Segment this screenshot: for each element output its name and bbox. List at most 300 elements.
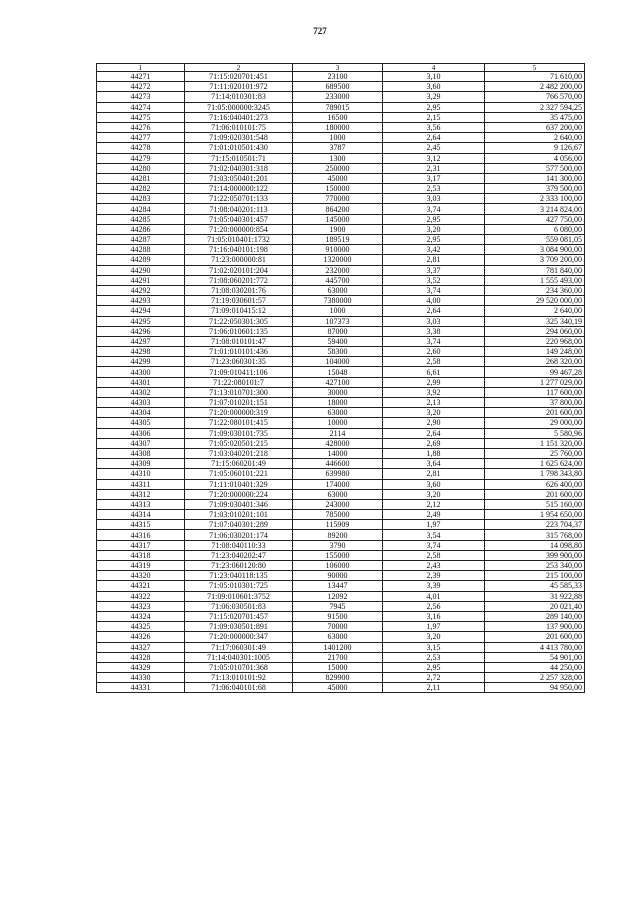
- row-number-cell: 44289: [97, 255, 185, 265]
- cadastral-number-cell: 71:20:000000:854: [185, 224, 293, 234]
- cadastral-number-cell: 71:20:000000:224: [185, 489, 293, 499]
- table-row: [97, 520, 585, 530]
- cadastral-number-cell: 71:07:040301:289: [185, 520, 293, 530]
- amount-cell: 215 100,00: [485, 571, 585, 581]
- cadastral-number-cell: 71:03:010201:101: [185, 510, 293, 520]
- rate-cell: 2,69: [383, 438, 485, 448]
- row-number-cell: 44288: [97, 245, 185, 255]
- cadastral-number-cell: 71:09:010411:106: [185, 367, 293, 377]
- table-row: [97, 611, 585, 621]
- cadastral-number-cell: 71:08:010101:47: [185, 336, 293, 346]
- rate-cell: 2,81: [383, 255, 485, 265]
- row-number-cell: 44317: [97, 540, 185, 550]
- amount-cell: 20 021,40: [485, 601, 585, 611]
- table-header: [97, 64, 585, 72]
- table-row: [97, 173, 585, 183]
- column-header-4: 4: [383, 64, 485, 72]
- amount-cell: 94 950,00: [485, 683, 585, 693]
- amount-cell: 71 610,00: [485, 72, 585, 82]
- cadastral-number-cell: 71:05:000000:3245: [185, 102, 293, 112]
- rate-cell: 3,20: [383, 224, 485, 234]
- table-row: [97, 652, 585, 662]
- row-number-cell: 44316: [97, 530, 185, 540]
- table-row: [97, 510, 585, 520]
- row-number-cell: 44326: [97, 632, 185, 642]
- area-cell: 829900: [293, 673, 383, 683]
- rate-cell: 2,95: [383, 102, 485, 112]
- cadastral-number-cell: 71:22:050301:305: [185, 316, 293, 326]
- area-cell: 180000: [293, 122, 383, 132]
- rate-cell: 1,97: [383, 622, 485, 632]
- amount-cell: 44 250,00: [485, 662, 585, 672]
- row-number-cell: 44312: [97, 489, 185, 499]
- rate-cell: 3,74: [383, 204, 485, 214]
- area-cell: 910000: [293, 245, 383, 255]
- amount-cell: 2 640,00: [485, 306, 585, 316]
- rate-cell: 2,81: [383, 469, 485, 479]
- amount-cell: 2 482 200,00: [485, 82, 585, 92]
- cadastral-number-cell: 71:08:040201:113: [185, 204, 293, 214]
- table-row: [97, 112, 585, 122]
- table-row: [97, 275, 585, 285]
- area-cell: 7945: [293, 601, 383, 611]
- column-header-1: 1: [97, 64, 185, 72]
- rate-cell: 3,16: [383, 611, 485, 621]
- rate-cell: 3,20: [383, 632, 485, 642]
- amount-cell: 201 600,00: [485, 408, 585, 418]
- table-row: [97, 673, 585, 683]
- rate-cell: 2,11: [383, 683, 485, 693]
- amount-cell: 5 580,96: [485, 428, 585, 438]
- cadastral-number-cell: 71:06:010601:135: [185, 326, 293, 336]
- row-number-cell: 44318: [97, 550, 185, 560]
- area-cell: 45000: [293, 683, 383, 693]
- row-number-cell: 44292: [97, 285, 185, 295]
- rate-cell: 2,58: [383, 357, 485, 367]
- row-number-cell: 44277: [97, 133, 185, 143]
- row-number-cell: 44271: [97, 72, 185, 82]
- row-number-cell: 44319: [97, 561, 185, 571]
- table-row: [97, 438, 585, 448]
- amount-cell: 253 340,00: [485, 561, 585, 571]
- cadastral-number-cell: 71:09:030501:891: [185, 622, 293, 632]
- cadastral-number-cell: 71:08:030201:76: [185, 285, 293, 295]
- area-cell: 23100: [293, 72, 383, 82]
- row-number-cell: 44280: [97, 163, 185, 173]
- rate-cell: 3,17: [383, 173, 485, 183]
- rate-cell: 4,00: [383, 296, 485, 306]
- rate-cell: 3,60: [383, 82, 485, 92]
- amount-cell: 268 320,00: [485, 357, 585, 367]
- row-number-cell: 44321: [97, 581, 185, 591]
- area-cell: 233000: [293, 92, 383, 102]
- area-cell: 107373: [293, 316, 383, 326]
- rate-cell: 2,13: [383, 398, 485, 408]
- cadastral-number-cell: 71:05:040301:457: [185, 214, 293, 224]
- rate-cell: 2,64: [383, 133, 485, 143]
- table-body: [97, 72, 585, 693]
- area-cell: 3790: [293, 540, 383, 550]
- amount-cell: 3 709 200,00: [485, 255, 585, 265]
- area-cell: 58300: [293, 347, 383, 357]
- amount-cell: 99 467,28: [485, 367, 585, 377]
- table-row: [97, 622, 585, 632]
- table-row: [97, 469, 585, 479]
- rate-cell: 3,15: [383, 642, 485, 652]
- cadastral-number-cell: 71:22:050701:133: [185, 194, 293, 204]
- rate-cell: 2,64: [383, 306, 485, 316]
- table-row: [97, 316, 585, 326]
- cadastral-number-cell: 71:15:020701:451: [185, 72, 293, 82]
- area-cell: 59400: [293, 336, 383, 346]
- table-row: [97, 642, 585, 652]
- table-row: [97, 224, 585, 234]
- column-header-5: 5: [485, 64, 585, 72]
- table-row: [97, 122, 585, 132]
- cadastral-number-cell: 71:14:040301:1005: [185, 652, 293, 662]
- row-number-cell: 44322: [97, 591, 185, 601]
- cadastral-number-cell: 71:08:040110:33: [185, 540, 293, 550]
- amount-cell: 577 500,00: [485, 163, 585, 173]
- rate-cell: 3,10: [383, 72, 485, 82]
- cadastral-number-cell: 71:13:010701:300: [185, 387, 293, 397]
- cadastral-number-cell: 71:11:010401:329: [185, 479, 293, 489]
- area-cell: 12092: [293, 591, 383, 601]
- row-number-cell: 44308: [97, 448, 185, 458]
- row-number-cell: 44307: [97, 438, 185, 448]
- amount-cell: 766 570,00: [485, 92, 585, 102]
- amount-cell: 3 084 900,00: [485, 245, 585, 255]
- table-row: [97, 326, 585, 336]
- amount-cell: 2 327 594,25: [485, 102, 585, 112]
- amount-cell: 1 798 343,80: [485, 469, 585, 479]
- column-header-3: 3: [293, 64, 383, 72]
- row-number-cell: 44297: [97, 336, 185, 346]
- rate-cell: 3,74: [383, 336, 485, 346]
- header-row: [97, 64, 585, 72]
- cadastral-number-cell: 71:02:020101:204: [185, 265, 293, 275]
- area-cell: 63000: [293, 408, 383, 418]
- area-cell: 63000: [293, 489, 383, 499]
- rate-cell: 3,20: [383, 489, 485, 499]
- rate-cell: 3,60: [383, 479, 485, 489]
- registry-table: [96, 63, 585, 693]
- rate-cell: 2,95: [383, 662, 485, 672]
- amount-cell: 2 257 328,00: [485, 673, 585, 683]
- cadastral-number-cell: 71:09:020301:548: [185, 133, 293, 143]
- area-cell: 155000: [293, 550, 383, 560]
- table-row: [97, 571, 585, 581]
- table-row: [97, 163, 585, 173]
- cadastral-number-cell: 71:05:010701:368: [185, 662, 293, 672]
- cadastral-number-cell: 71:23:040202:47: [185, 550, 293, 560]
- rate-cell: 3,20: [383, 408, 485, 418]
- amount-cell: 29 000,00: [485, 418, 585, 428]
- cadastral-number-cell: 71:05:020501:215: [185, 438, 293, 448]
- cadastral-number-cell: 71:03:050401:201: [185, 173, 293, 183]
- table-row: [97, 245, 585, 255]
- area-cell: 15000: [293, 662, 383, 672]
- cadastral-number-cell: 71:15:060201:49: [185, 459, 293, 469]
- table-row: [97, 133, 585, 143]
- area-cell: 639980: [293, 469, 383, 479]
- amount-cell: 137 900,00: [485, 622, 585, 632]
- rate-cell: 2,12: [383, 499, 485, 509]
- table-row: [97, 377, 585, 387]
- cadastral-number-cell: 71:09:010415:12: [185, 306, 293, 316]
- row-number-cell: 44327: [97, 642, 185, 652]
- table-row: [97, 143, 585, 153]
- rate-cell: 3,52: [383, 275, 485, 285]
- rate-cell: 2,53: [383, 652, 485, 662]
- rate-cell: 3,74: [383, 285, 485, 295]
- rate-cell: 3,03: [383, 316, 485, 326]
- table-row: [97, 459, 585, 469]
- row-number-cell: 44276: [97, 122, 185, 132]
- cadastral-number-cell: 71:23:060120:80: [185, 561, 293, 571]
- cadastral-number-cell: 71:23:060301:35: [185, 357, 293, 367]
- table-row: [97, 683, 585, 693]
- row-number-cell: 44302: [97, 387, 185, 397]
- table-row: [97, 357, 585, 367]
- row-number-cell: 44293: [97, 296, 185, 306]
- table-row: [97, 561, 585, 571]
- area-cell: 115909: [293, 520, 383, 530]
- rate-cell: 3,29: [383, 92, 485, 102]
- amount-cell: 25 760,00: [485, 448, 585, 458]
- row-number-cell: 44325: [97, 622, 185, 632]
- area-cell: 174000: [293, 479, 383, 489]
- row-number-cell: 44283: [97, 194, 185, 204]
- amount-cell: 781 840,00: [485, 265, 585, 275]
- cadastral-number-cell: 71:08:060201:772: [185, 275, 293, 285]
- area-cell: 1000: [293, 133, 383, 143]
- row-number-cell: 44291: [97, 275, 185, 285]
- area-cell: 21700: [293, 652, 383, 662]
- amount-cell: 637 200,00: [485, 122, 585, 132]
- amount-cell: 4 056,00: [485, 153, 585, 163]
- rate-cell: 2,45: [383, 143, 485, 153]
- rate-cell: 2,95: [383, 235, 485, 245]
- amount-cell: 626 400,00: [485, 479, 585, 489]
- amount-cell: 220 968,00: [485, 336, 585, 346]
- rate-cell: 2,95: [383, 214, 485, 224]
- table-row: [97, 662, 585, 672]
- row-number-cell: 44331: [97, 683, 185, 693]
- amount-cell: 201 600,00: [485, 489, 585, 499]
- area-cell: 428000: [293, 438, 383, 448]
- table-row: [97, 550, 585, 560]
- table-row: [97, 601, 585, 611]
- amount-cell: 45 585,33: [485, 581, 585, 591]
- rate-cell: 3,56: [383, 122, 485, 132]
- table-row: [97, 632, 585, 642]
- row-number-cell: 44279: [97, 153, 185, 163]
- rate-cell: 2,49: [383, 510, 485, 520]
- area-cell: 427100: [293, 377, 383, 387]
- area-cell: 3787: [293, 143, 383, 153]
- cadastral-number-cell: 71:13:010101:92: [185, 673, 293, 683]
- area-cell: 1300: [293, 153, 383, 163]
- row-number-cell: 44320: [97, 571, 185, 581]
- amount-cell: 234 360,00: [485, 285, 585, 295]
- row-number-cell: 44323: [97, 601, 185, 611]
- amount-cell: 37 800,00: [485, 398, 585, 408]
- table-row: [97, 540, 585, 550]
- table-row: [97, 398, 585, 408]
- row-number-cell: 44329: [97, 662, 185, 672]
- area-cell: 2114: [293, 428, 383, 438]
- amount-cell: 29 520 000,00: [485, 296, 585, 306]
- cadastral-number-cell: 71:16:040401:273: [185, 112, 293, 122]
- rate-cell: 3,39: [383, 581, 485, 591]
- row-number-cell: 44272: [97, 82, 185, 92]
- amount-cell: 6 080,00: [485, 224, 585, 234]
- amount-cell: 35 475,00: [485, 112, 585, 122]
- area-cell: 90000: [293, 571, 383, 581]
- table-row: [97, 530, 585, 540]
- row-number-cell: 44330: [97, 673, 185, 683]
- amount-cell: 289 140,00: [485, 611, 585, 621]
- cadastral-number-cell: 71:09:030401:346: [185, 499, 293, 509]
- amount-cell: 2 640,00: [485, 133, 585, 143]
- rate-cell: 2,31: [383, 163, 485, 173]
- amount-cell: 559 081,05: [485, 235, 585, 245]
- table-row: [97, 591, 585, 601]
- amount-cell: 117 600,00: [485, 387, 585, 397]
- amount-cell: 1 625 624,00: [485, 459, 585, 469]
- cadastral-number-cell: 71:01:010501:430: [185, 143, 293, 153]
- rate-cell: 6,61: [383, 367, 485, 377]
- area-cell: 1900: [293, 224, 383, 234]
- area-cell: 63000: [293, 632, 383, 642]
- table-row: [97, 296, 585, 306]
- amount-cell: 141 300,00: [485, 173, 585, 183]
- area-cell: 243000: [293, 499, 383, 509]
- row-number-cell: 44298: [97, 347, 185, 357]
- table-row: [97, 581, 585, 591]
- cadastral-number-cell: 71:15:010501:71: [185, 153, 293, 163]
- cadastral-number-cell: 71:05:060101:221: [185, 469, 293, 479]
- rate-cell: 3,92: [383, 387, 485, 397]
- row-number-cell: 44273: [97, 92, 185, 102]
- rate-cell: 3,12: [383, 153, 485, 163]
- cadastral-number-cell: 71:09:030101:735: [185, 428, 293, 438]
- amount-cell: 4 413 780,00: [485, 642, 585, 652]
- amount-cell: 1 151 320,00: [485, 438, 585, 448]
- cadastral-number-cell: 71:23:000000:81: [185, 255, 293, 265]
- row-number-cell: 44275: [97, 112, 185, 122]
- table-row: [97, 418, 585, 428]
- area-cell: 145000: [293, 214, 383, 224]
- area-cell: 13447: [293, 581, 383, 591]
- cadastral-number-cell: 71:14:000000:122: [185, 184, 293, 194]
- amount-cell: 1 555 493,00: [485, 275, 585, 285]
- area-cell: 785000: [293, 510, 383, 520]
- table-row: [97, 428, 585, 438]
- area-cell: 30000: [293, 387, 383, 397]
- table-row: [97, 285, 585, 295]
- rate-cell: 2,64: [383, 428, 485, 438]
- amount-cell: 294 060,00: [485, 326, 585, 336]
- amount-cell: 9 126,67: [485, 143, 585, 153]
- area-cell: 106000: [293, 561, 383, 571]
- cadastral-number-cell: 71:22:080101:7: [185, 377, 293, 387]
- rate-cell: 3,38: [383, 326, 485, 336]
- amount-cell: 1 277 029,00: [485, 377, 585, 387]
- row-number-cell: 44303: [97, 398, 185, 408]
- row-number-cell: 44306: [97, 428, 185, 438]
- row-number-cell: 44304: [97, 408, 185, 418]
- row-number-cell: 44284: [97, 204, 185, 214]
- row-number-cell: 44286: [97, 224, 185, 234]
- row-number-cell: 44310: [97, 469, 185, 479]
- rate-cell: 2,60: [383, 347, 485, 357]
- row-number-cell: 44300: [97, 367, 185, 377]
- rate-cell: 1,97: [383, 520, 485, 530]
- row-number-cell: 44315: [97, 520, 185, 530]
- amount-cell: 399 900,00: [485, 550, 585, 560]
- column-header-2: 2: [185, 64, 293, 72]
- cadastral-number-cell: 71:16:040101:198: [185, 245, 293, 255]
- area-cell: 770000: [293, 194, 383, 204]
- row-number-cell: 44328: [97, 652, 185, 662]
- amount-cell: 2 333 100,00: [485, 194, 585, 204]
- area-cell: 104000: [293, 357, 383, 367]
- table-row: [97, 92, 585, 102]
- row-number-cell: 44281: [97, 173, 185, 183]
- cadastral-number-cell: 71:14:010301:83: [185, 92, 293, 102]
- rate-cell: 2,39: [383, 571, 485, 581]
- row-number-cell: 44311: [97, 479, 185, 489]
- cadastral-number-cell: 71:06:040101:68: [185, 683, 293, 693]
- table-row: [97, 194, 585, 204]
- row-number-cell: 44287: [97, 235, 185, 245]
- rate-cell: 2,90: [383, 418, 485, 428]
- cadastral-number-cell: 71:05:010401:1732: [185, 235, 293, 245]
- cadastral-number-cell: 71:07:010201:151: [185, 398, 293, 408]
- area-cell: 1401200: [293, 642, 383, 652]
- row-number-cell: 44296: [97, 326, 185, 336]
- table-row: [97, 265, 585, 275]
- table-row: [97, 336, 585, 346]
- rate-cell: 3,54: [383, 530, 485, 540]
- table-row: [97, 153, 585, 163]
- area-cell: 14000: [293, 448, 383, 458]
- table-row: [97, 306, 585, 316]
- amount-cell: 149 248,00: [485, 347, 585, 357]
- cadastral-number-cell: 71:09:010601:3752: [185, 591, 293, 601]
- row-number-cell: 44305: [97, 418, 185, 428]
- table-row: [97, 367, 585, 377]
- table-row: [97, 82, 585, 92]
- row-number-cell: 44314: [97, 510, 185, 520]
- area-cell: 63000: [293, 285, 383, 295]
- cadastral-number-cell: 71:22:080101:415: [185, 418, 293, 428]
- area-cell: 864200: [293, 204, 383, 214]
- amount-cell: 515 160,00: [485, 499, 585, 509]
- amount-cell: 325 340,19: [485, 316, 585, 326]
- area-cell: 445700: [293, 275, 383, 285]
- cadastral-number-cell: 71:03:040201:218: [185, 448, 293, 458]
- area-cell: 87000: [293, 326, 383, 336]
- cadastral-number-cell: 71:06:030501:83: [185, 601, 293, 611]
- row-number-cell: 44290: [97, 265, 185, 275]
- area-cell: 18000: [293, 398, 383, 408]
- area-cell: 70000: [293, 622, 383, 632]
- amount-cell: 14 098,80: [485, 540, 585, 550]
- table-row: [97, 214, 585, 224]
